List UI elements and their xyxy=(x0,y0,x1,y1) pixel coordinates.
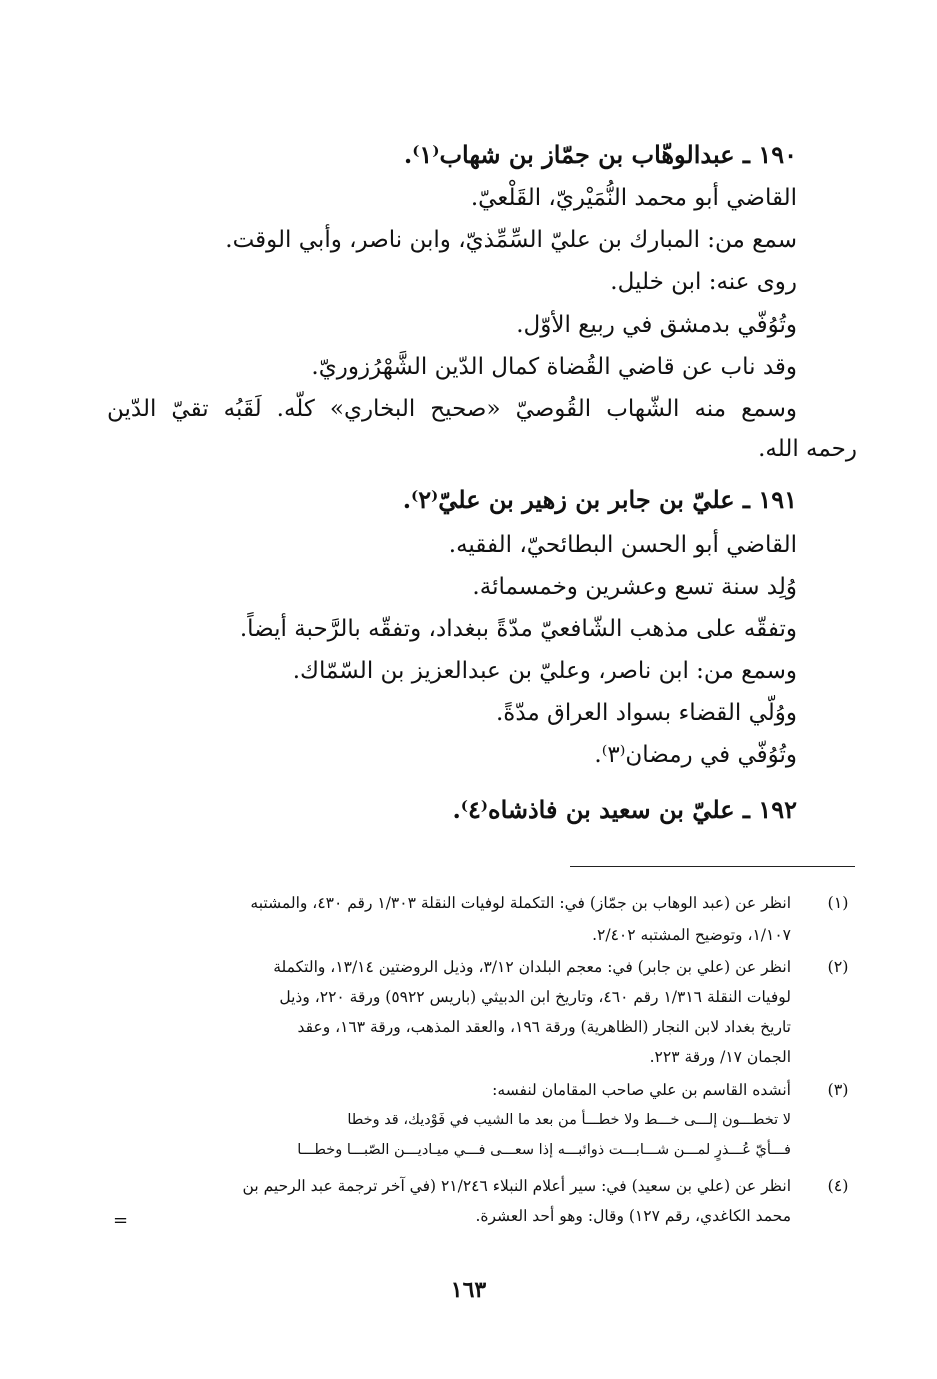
entry-191-line: وتُوُفّي في رمضان⁽٣⁾. xyxy=(594,742,797,768)
entry-190-line: القاضي أبو محمد النُّمَيْريّ، القَلْعيّ. xyxy=(470,185,797,211)
entry-192-heading: ١٩٢ ـ عليّ بن سعيد بن فاذشاه⁽٤⁾. xyxy=(452,795,797,824)
entry-190-line: سمع من: المبارك بن عليّ السِّمِّذيّ، وابن ناصر، وأبي الوقت. xyxy=(225,227,797,253)
footnote-line: الجمان ١٧/ ورقة ٢٢٣. xyxy=(649,1048,791,1066)
footnote-line: انظر عن (علي بن جابر) في: معجم البلدان ٣/١٢، وذيل الروضتين ١٣/١٤، والتكملة xyxy=(273,958,791,976)
entry-190-line: رحمه الله. xyxy=(758,436,857,462)
footnote-number: (٣) xyxy=(827,1080,849,1099)
entry-190-line: وتُوُفّي بدمشق في ربيع الأوّل. xyxy=(516,312,797,338)
footnote-line: انظر عن (عبد الوهاب بن جمّاز) في: التكملة لوفيات النقلة ١/٣٠٣ رقم ٤٣٠، والمشتبه xyxy=(250,894,791,912)
poem-verse: فـــأيّ عُـــذرٍ لمـــن شـــابـــت ذوائبـــه إذا سعـــى فـــي ميـاديـــن الصّبـــا وخطـــا xyxy=(297,1142,791,1158)
entry-190-line: روى عنه: ابن خليل. xyxy=(610,269,797,295)
entry-191-line: القاضي أبو الحسن البطائحيّ، الفقيه. xyxy=(448,532,797,558)
poem-verse: لا تخطـــون إلـــى خـــط ولا خطـــأ من بعد ما الشيب في فَوْديك، قد وخطا xyxy=(347,1112,791,1128)
footnote-line: انظر عن (علي بن سعيد) في: سير أعلام النبلاء ٢١/٢٤٦ (في آخر ترجمة عبد الرحيم بن xyxy=(242,1177,791,1195)
footnote-line: لوفيات النقلة ١/٣١٦ رقم ٤٦٠، وتاريخ ابن الدبيثي (باريس ٥٩٢٢) ورقة ٢٢٠، وذيل xyxy=(279,988,791,1006)
footnote-line: أنشده القاسم بن علي صاحب المقامان لنفسه: xyxy=(492,1081,791,1099)
footnote-separator xyxy=(570,866,855,867)
entry-190-line: وقد ناب عن قاضي القُضاة كمال الدّين الشَّهْرُزوريّ. xyxy=(311,354,797,380)
continuation-mark: = xyxy=(113,1210,129,1231)
footnote-number: (١) xyxy=(827,893,849,912)
footnote-line: ١/١٠٧، وتوضيح المشتبه ٢/٤٠٢. xyxy=(592,926,791,944)
entry-191-line: وُلِد سنة تسع وعشرين وخمسمائة. xyxy=(472,574,797,600)
entry-191-heading: ١٩١ ـ عليّ بن جابر بن زهير بن عليّ⁽٢⁾. xyxy=(402,485,797,514)
footnote-line: محمد الكاغدي، رقم ١٢٧) وقال: وهو أحد العشرة. xyxy=(475,1207,791,1225)
page-number: ١٦٣ xyxy=(450,1277,487,1303)
footnote-number: (٤) xyxy=(827,1176,849,1195)
entry-190-line: وسمع منه الشّهاب القُوصيّ «صحيح البخاري» كلّه. لَقَبُه تقيّ الدّين xyxy=(107,396,797,422)
footnote-line: تاريخ بغداد لابن النجار (الظاهرية) ورقة ١٩٦، والعقد المذهب، ورقة ١٦٣، وعقد xyxy=(297,1018,791,1036)
entry-191-line: ووُلّي القضاء بسواد العراق مدّةً. xyxy=(495,700,797,726)
entry-190-heading: ١٩٠ ـ عبدالوهّاب بن جمّاز بن شهاب⁽١⁾. xyxy=(403,140,797,169)
footnote-number: (٢) xyxy=(827,957,849,976)
entry-191-line: وتفقّه على مذهب الشّافعيّ مدّةً ببغداد، وتفقّه بالرَّحبة أيضاً. xyxy=(239,616,797,642)
entry-191-line: وسمع من: ابن ناصر، وعليّ بن عبدالعزيز بن السّمّاك. xyxy=(292,658,797,684)
